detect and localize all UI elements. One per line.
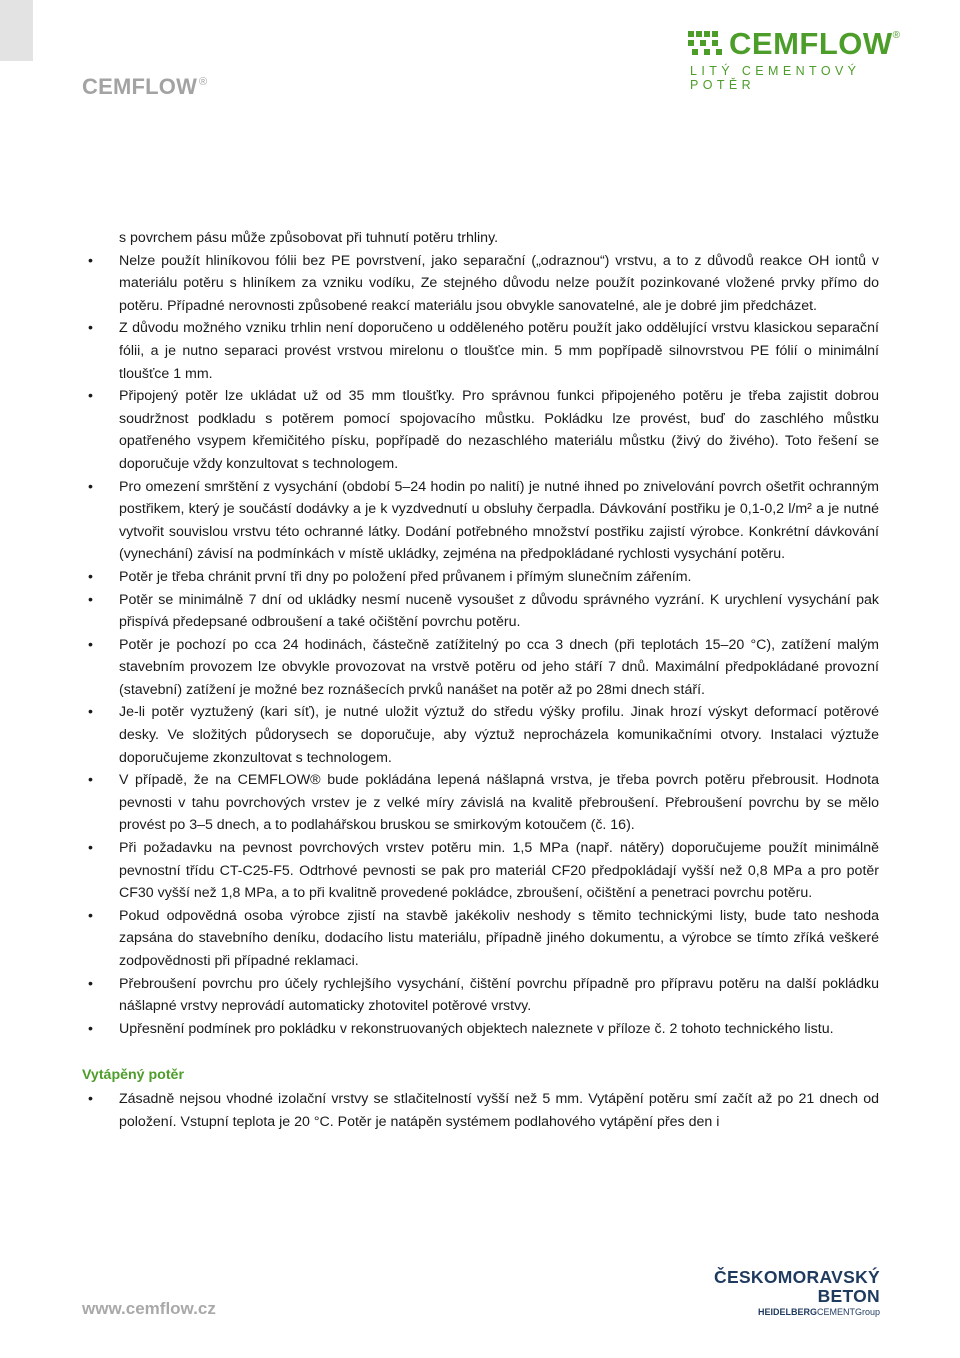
company-name-line2: BETON	[817, 1286, 880, 1306]
continuation-line: s povrchem pásu může způsobovat při tuhnutí potěru trhliny.	[119, 230, 499, 246]
list-item: • Pro omezení smrštění z vysychání (období 5–24 hodin po nalití) je nutné ihned po znivelování povrch ošetřit ochranným postřikem, který je součástí dodávky a je k vyzdvednutí u obsluhy čerpadla. Dávkování postřiku je 0,1-0,2 l/m² a je nutné vytvořit souvislou vrstvu této ochranné látky. Dodání potřebného množství postřiku zajistí výrobce. Konkrétní dávkování (vynechání) závisí na podmínkách v místě ukládky, zejména na předpokládané rychlosti vysychání potěru.	[88, 478, 879, 563]
bullet-list	[82, 250, 879, 1041]
company-logo	[700, 1268, 880, 1318]
logo-tagline: LITÝ CEMENTOVÝ POTĚR	[690, 64, 861, 92]
list-item: • Připojený potěr lze ukládat už od 35 mm tloušťky. Pro správnou funkci připojeného potěru je třeba zajistit dobrou soudržnost podkladu s potěrem pomocí spojovacího můstku. Pokládku lze provést, buď do zaschlého můstku opatřeného vsypem křemičitého písku, popřípadě do nezaschlého materiálu můstku (živý do živého). Toto řešení se doporučuje vždy konzultovat s technologem.	[88, 388, 879, 472]
group-name: HEIDELBERGCEMENTGroup	[757, 1307, 880, 1317]
section-heading: Vytápěný potěr	[82, 1067, 184, 1084]
company-name-line1: ČESKOMORAVSKÝ	[714, 1267, 880, 1287]
corner-tab	[0, 0, 33, 61]
list-item: • Je-li potěr vyztužený (kari síť), je nutné uložit výztuž do středu výšky profilu. Jinak hrozí výskyt deformací potěrové desky. Ve složitých půdorysech se doporučuje, aby výztuž neprocházela komunikačními otvory. Instalaci výztuže doporučujeme zkonzultovat s technologem.	[88, 704, 879, 766]
document-body	[82, 227, 879, 1133]
list-item: • Potěr se minimálně 7 dní od ukládky nesmí nuceně vysoušet z důvodu správného vyzrání. K urychlení vysychání pak přispívá předepsané odbroušení a také očištění povrchu potěru.	[88, 591, 879, 631]
list-item: • Potěr je pochozí po cca 24 hodinách, částečně zatížitelný po cca 3 dnech (při teplotách 15–20 °C), zatížení malým stavebním provozem lze obvykle provozovat na vrstvě potěru od jeho stáří 7 dnů. Maximální předpokládané provozní (stavební) zatížení je možné bez roznášecích prvků nanášet na potěr až po 28mi dnech stáří.	[88, 636, 879, 698]
list-item: • Pokud odpovědná osoba výrobce zjistí na stavbě jakékoliv neshody s těmito technickými listy, bude tato neshoda zapsána do stavebního deníku, dodacího listu materiálu, případně jiného dokumentu, a výrobce se tímto zříká veškeré zodpovědnosti při případné reklamaci.	[88, 907, 879, 969]
list-item: • Z důvodu možného vzniku trhlin není doporučeno u odděleného potěru použít jako oddělující vrstvu klasickou separační fólii, a je nutno separaci provést vrstvou mirelonu o tloušťce min. 5 mm popřípadě silnovrstvou PE fólií o minimální tloušťce 1 mm.	[88, 320, 879, 382]
list-item: • Přebroušení povrchu pro účely rychlejšího vysychání, čištění povrchu případně pro přípravu potěru na další pokládku nášlapné vrstvy neprovádí automaticky zhotovitel potěrové vrstvy.	[88, 975, 879, 1015]
section-bullet-list	[82, 1088, 879, 1133]
registered-mark: ®	[199, 76, 208, 88]
list-item: • V případě, že na CEMFLOW® bude pokládána lepená nášlapná vrstva, je třeba povrch potěru přebrousit. Hodnota pevnosti v tahu povrchových vrstev je z velké míry závislá na kvalitě přebroušení. Přebroušení povrchu by se mělo provést po 3–5 dnech, a to podlahářskou bruskou se smirkovým kotoučem (č. 16).	[88, 772, 879, 834]
footer-url: www.cemflow.cz	[82, 1299, 216, 1318]
header-brand	[82, 74, 207, 100]
list-item: • Zásadně nejsou vhodné izolační vrstvy se stlačitelností vyšší než 5 mm. Vytápění potěru smí začít až po 21 dnech od položení. Vstupní teplota je 20 °C. Potěr je natápěn systémem podlahového vytápění přes den i	[88, 1090, 879, 1130]
logo-mark-icon	[688, 31, 722, 55]
logo-wordmark: CEMFLOW®	[729, 26, 901, 61]
cemflow-logo	[688, 26, 914, 92]
header-brand-text: CEMFLOW	[82, 74, 198, 99]
list-item: • Upřesnění podmínek pro pokládku v rekonstruovaných objektech naleznete v příloze č. 2 tohoto technického listu.	[88, 1020, 834, 1037]
list-item: • Potěr je třeba chránit první tři dny po položení před průvanem i přímým slunečním zářením.	[88, 568, 692, 585]
list-item: • Nelze použít hliníkovou fólii bez PE povrstvení, jako separační („odraznou“) vrstvu, a to z důvodů reakce OH iontů v materiálu potěru s hliníkem za vzniku vodíku, Ze stejného důvodu nelze použít pozinkované vložené prvky přímo do potěru. Případné nerovnosti způsobené reakcí materiálu jsou obvykle sanovatelné, ale je dobré jim předcházet.	[88, 252, 879, 314]
list-item: • Při požadavku na pevnost povrchových vrstev potěru min. 1,5 MPa (např. nátěry) doporučujeme použít minimálně pevnostní třídu CT-C25-F5. Odtrhové pevnosti se pak pro materiál CF20 předpokládají vyšší než 0,8 MPa a pro potěr CF30 vyšší než 1,8 MPa, a to při kvalitně provedené pokládce, zbroušení, očištění a penetraci povrchu potěru.	[88, 840, 879, 902]
